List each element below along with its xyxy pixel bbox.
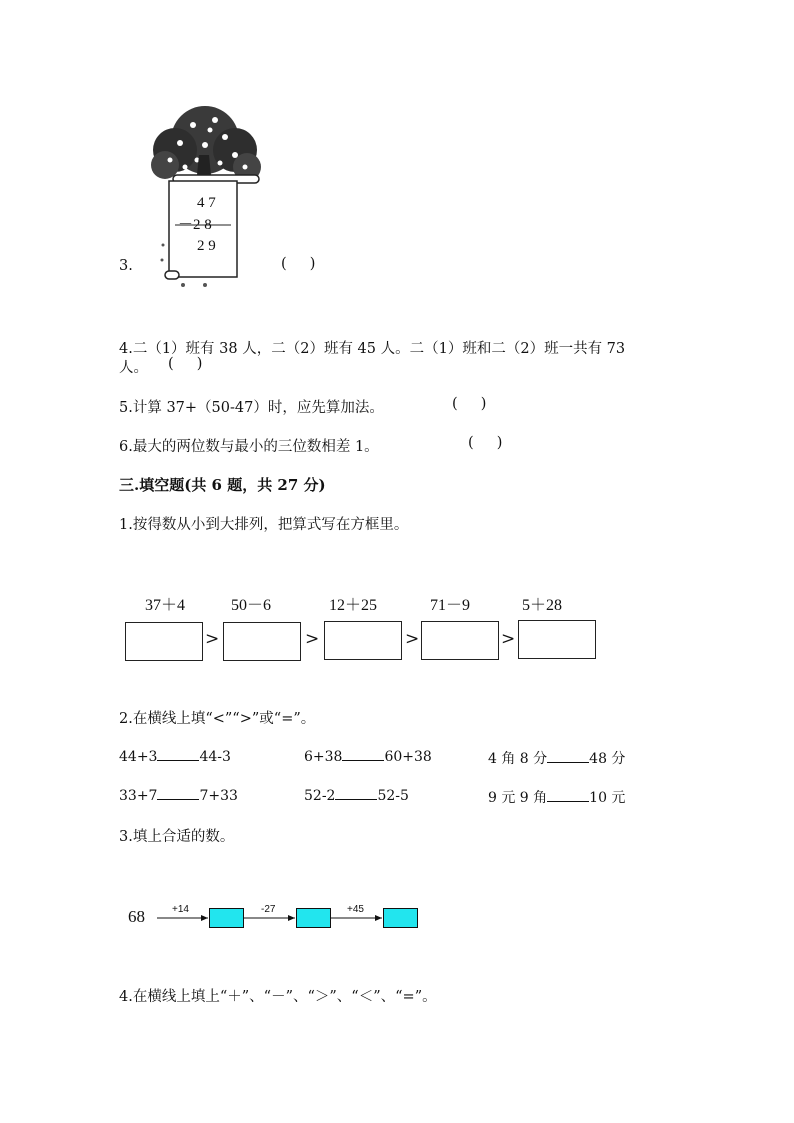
compare-left: 44+3 [119, 749, 158, 765]
order-box-3[interactable] [324, 621, 402, 660]
order-box-4[interactable] [421, 621, 499, 660]
expr-4: 71－9 [430, 597, 471, 614]
op-label-1: +14 [172, 904, 189, 915]
q6-answer-paren[interactable]: ( ) [468, 435, 503, 451]
fill4-text: 4.在横线上填上“＋”、“－”、“＞”、“＜”、“=”。 [119, 989, 437, 1005]
compare-blank[interactable] [547, 750, 589, 763]
answer-box-1[interactable] [209, 908, 244, 928]
compare-right: 48 分 [589, 751, 626, 767]
fill3-text: 3.填上合适的数。 [119, 829, 235, 845]
expr-2: 50－6 [231, 597, 272, 614]
compare-left: 33+7 [119, 788, 158, 804]
order-box-2[interactable] [223, 622, 301, 661]
section-title: 三.填空题(共 6 题，共 27 分) [119, 476, 326, 494]
compare-item [304, 787, 409, 804]
compare-left: 6+38 [304, 749, 343, 765]
compare-left: 9 元 9 角 [488, 790, 548, 806]
compare-blank[interactable] [342, 748, 384, 761]
q6-text: 6.最大的两位数与最小的三位数相差 1。 [119, 439, 379, 455]
q4-answer-paren[interactable]: ( ) [168, 356, 203, 372]
gt-sign-3: > [405, 629, 420, 649]
expr-5: 5＋28 [522, 597, 563, 614]
q4-text-line2: 人。 [119, 360, 148, 376]
compare-item [488, 787, 625, 807]
gt-sign-1: > [205, 629, 220, 649]
answer-box-2[interactable] [296, 908, 331, 928]
expr-3: 12＋25 [329, 597, 378, 614]
compare-blank[interactable] [157, 748, 199, 761]
fill2-text: 2.在横线上填“<”“>”或“=”。 [119, 711, 316, 727]
compare-right: 44-3 [199, 749, 231, 765]
compare-right: 10 元 [589, 790, 626, 806]
start-number: 68 [128, 907, 145, 926]
compare-right: 60+38 [384, 749, 432, 765]
order-box-1[interactable] [125, 622, 203, 661]
op-label-2: -27 [261, 904, 276, 915]
compare-right: 52-5 [377, 788, 409, 804]
compare-left: 4 角 8 分 [488, 751, 548, 767]
expr-1: 37＋4 [145, 597, 186, 614]
compare-blank[interactable] [335, 787, 377, 800]
q4-text-line1: 4.二（1）班有 38 人，二（2）班有 45 人。二（1）班和二（2）班一共有 73 [119, 341, 626, 357]
compare-blank[interactable] [547, 789, 589, 802]
calc-line-1: 4 7 [197, 195, 216, 211]
op-label-3: +45 [347, 904, 364, 915]
compare-item [488, 748, 625, 768]
gt-sign-2: > [305, 629, 320, 649]
q3-answer-paren[interactable]: ( ) [281, 256, 316, 272]
calc-line-2: －2 8 [178, 217, 212, 233]
order-box-5[interactable] [518, 620, 596, 659]
compare-item [119, 748, 231, 765]
tree-scroll-image [135, 95, 275, 290]
q5-answer-paren[interactable]: ( ) [452, 396, 487, 412]
q3-number: 3. [119, 258, 133, 274]
q5-text: 5.计算 37+（50-47）时，应先算加法。 [119, 400, 384, 416]
compare-left: 52-2 [304, 788, 336, 804]
fill1-text: 1.按得数从小到大排列，把算式写在方框里。 [119, 517, 409, 533]
compare-item [304, 748, 432, 765]
compare-item [119, 787, 238, 804]
answer-box-3[interactable] [383, 908, 418, 928]
calc-result: 2 9 [197, 238, 216, 254]
tree-illustration [135, 95, 275, 290]
compare-right: 7+33 [199, 788, 238, 804]
compare-blank[interactable] [157, 787, 199, 800]
gt-sign-4: > [501, 629, 516, 649]
